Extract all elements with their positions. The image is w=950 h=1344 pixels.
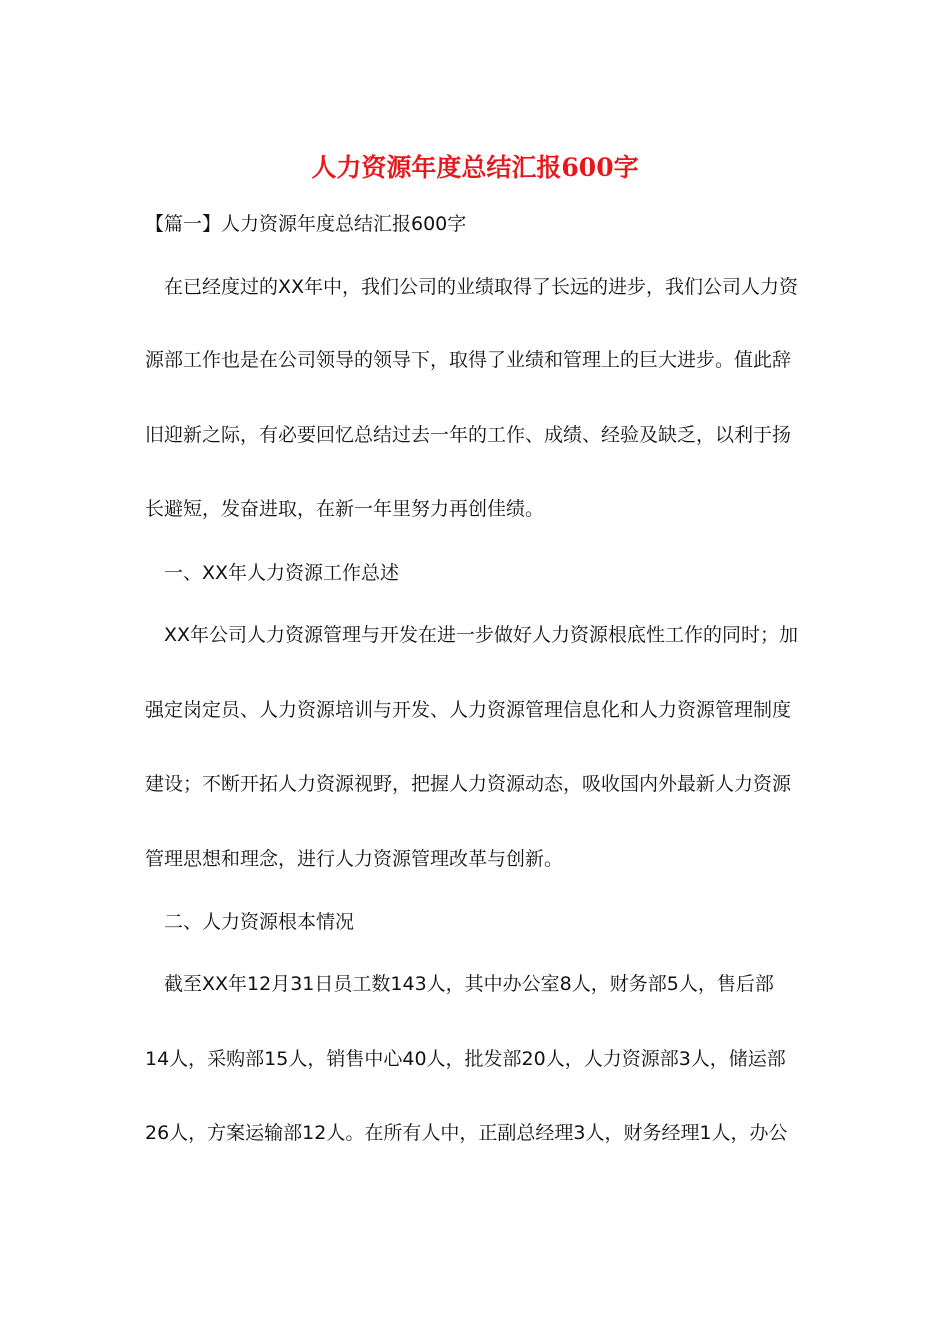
paragraph-line: 旧迎新之际，有必要回忆总结过去一年的工作、成绩、经验及缺乏，以利于扬	[145, 424, 792, 446]
paragraph-line: 截至XX年12月31日员工数143人，其中办公室8人，财务部5人，售后部	[164, 973, 774, 995]
paragraph-line: 管理思想和理念，进行人力资源管理改革与创新。	[145, 848, 564, 870]
paragraph-line: 源部工作也是在公司领导的领导下，取得了业绩和管理上的巨大进步。值此辞	[145, 349, 792, 371]
subheading: 二、人力资源根本情况	[164, 911, 355, 933]
paragraph-line: 建设；不断开拓人力资源视野，把握人力资源动态，吸收国内外最新人力资源	[145, 773, 792, 795]
section-heading: 【篇一】人力资源年度总结汇报600字	[145, 213, 467, 235]
paragraph-line: 在已经度过的XX年中，我们公司的业绩取得了长远的进步，我们公司人力资	[164, 276, 799, 298]
paragraph-line: 强定岗定员、人力资源培训与开发、人力资源管理信息化和人力资源管理制度	[145, 699, 792, 721]
document-title: 人力资源年度总结汇报600字	[311, 153, 639, 182]
paragraph-line: XX年公司人力资源管理与开发在进一步做好人力资源根底性工作的同时；加	[164, 624, 799, 646]
paragraph-line: 26人，方案运输部12人。在所有人中，正副总经理3人，财务经理1人，办公	[145, 1122, 788, 1144]
paragraph-line: 长避短，发奋进取，在新一年里努力再创佳绩。	[145, 498, 545, 520]
subheading: 一、XX年人力资源工作总述	[164, 562, 400, 584]
paragraph-line: 14人，采购部15人，销售中心40人，批发部20人，人力资源部3人，储运部	[145, 1048, 786, 1070]
